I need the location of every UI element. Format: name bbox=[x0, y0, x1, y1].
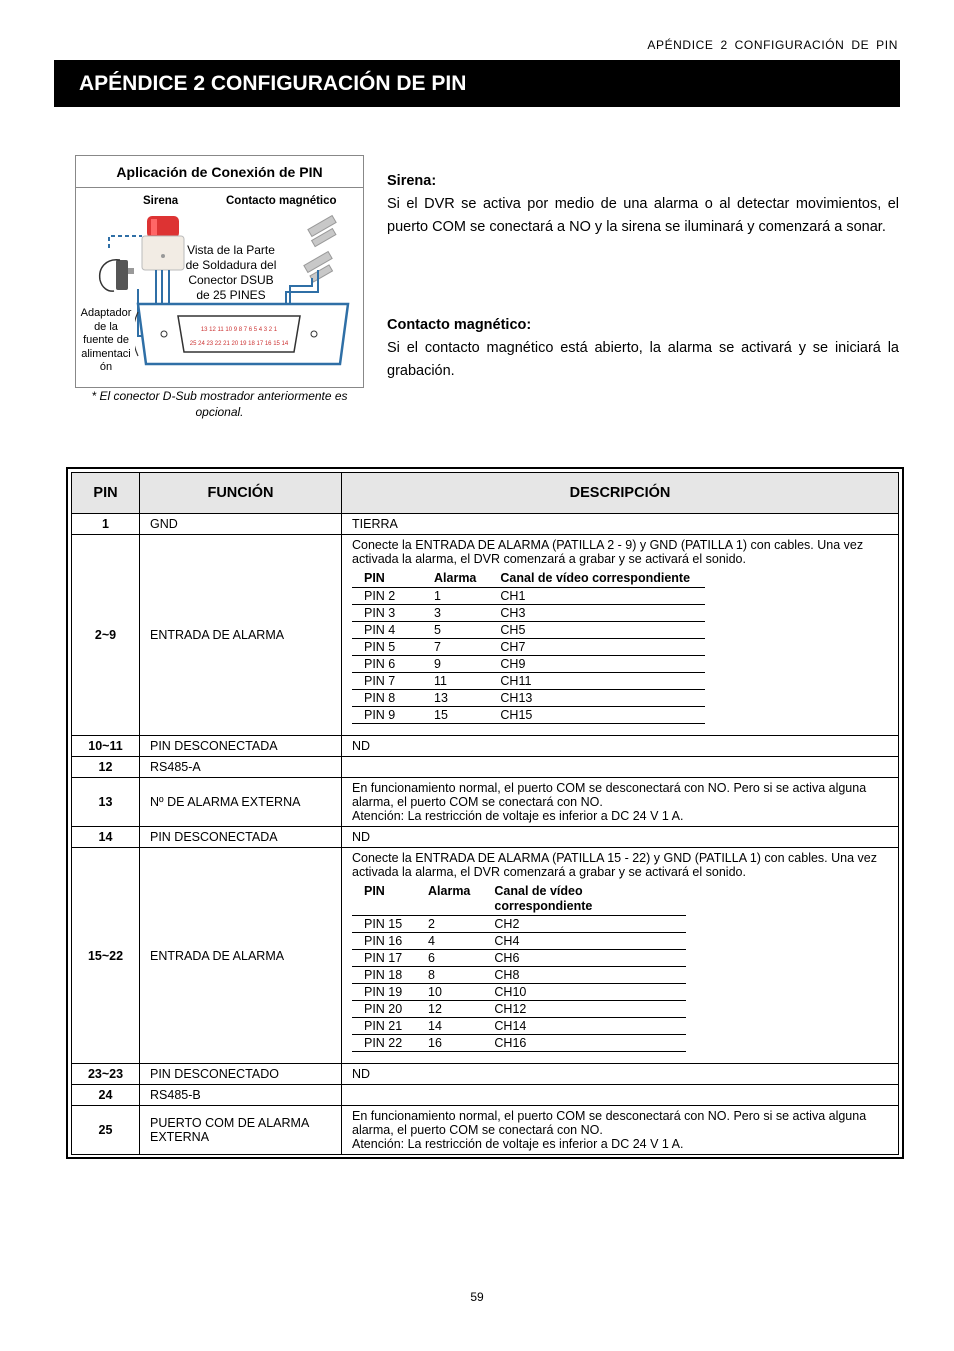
sub-cell: 1 bbox=[422, 588, 488, 605]
sub-header-channel: Canal de vídeo correspondiente bbox=[482, 882, 686, 916]
description-cell: ND bbox=[342, 827, 899, 848]
sub-cell: 9 bbox=[422, 656, 488, 673]
sub-cell: CH15 bbox=[488, 707, 705, 724]
sub-header-pin: PIN bbox=[352, 569, 422, 588]
function-cell: PIN DESCONECTADA bbox=[140, 736, 342, 757]
sub-cell: PIN 16 bbox=[352, 933, 416, 950]
table-row bbox=[72, 1064, 899, 1085]
pin-cell: 14 bbox=[72, 827, 140, 848]
sub-cell: CH16 bbox=[482, 1035, 686, 1052]
sub-cell: CH14 bbox=[482, 1018, 686, 1035]
sub-header-alarm: Alarma bbox=[422, 569, 488, 588]
table-row bbox=[72, 1085, 899, 1106]
siren-heading: Sirena: bbox=[387, 173, 437, 189]
pin-cell: 25 bbox=[72, 1106, 140, 1155]
function-cell: ENTRADA DE ALARMA bbox=[140, 848, 342, 1064]
alarm-mapping-table bbox=[352, 569, 705, 724]
sub-cell: CH9 bbox=[488, 656, 705, 673]
sub-cell: CH8 bbox=[482, 967, 686, 984]
function-cell: Nº DE ALARMA EXTERNA bbox=[140, 778, 342, 827]
description-intro: Conecte la ENTRADA DE ALARMA (PATILLA 2 - 9) y GND (PATILLA 1) con cables. Una vez activada la alarma, el DVR comenzará a grabar y se activará el sonido. bbox=[352, 538, 864, 566]
sub-cell: CH5 bbox=[488, 622, 705, 639]
description-cell bbox=[342, 848, 899, 1064]
function-cell: PIN DESCONECTADA bbox=[140, 827, 342, 848]
sub-cell: PIN 17 bbox=[352, 950, 416, 967]
figure-illustration bbox=[76, 188, 363, 387]
description-cell: TIERRA bbox=[342, 514, 899, 535]
sub-cell: PIN 22 bbox=[352, 1035, 416, 1052]
pin-cell: 24 bbox=[72, 1085, 140, 1106]
sub-cell: PIN 8 bbox=[352, 690, 422, 707]
sub-cell: 11 bbox=[422, 673, 488, 690]
page-title: APÉNDICE 2 CONFIGURACIÓN DE PIN bbox=[79, 71, 467, 95]
sub-cell: PIN 3 bbox=[352, 605, 422, 622]
sub-cell: CH3 bbox=[488, 605, 705, 622]
sub-header-row bbox=[352, 882, 686, 916]
description-line: En funcionamiento normal, el puerto COM se desconectará con NO. Pero si se activa alguna alarma, el puerto COM se conectará con NO. bbox=[352, 1109, 867, 1137]
sub-cell: CH11 bbox=[488, 673, 705, 690]
adapter-label: Adaptador de la fuente de alimentaci ón bbox=[77, 307, 135, 375]
sub-cell: 4 bbox=[416, 933, 482, 950]
siren-label: Sirena bbox=[143, 195, 179, 207]
description-cell: ND bbox=[342, 736, 899, 757]
sub-row bbox=[352, 690, 705, 707]
sub-cell: CH13 bbox=[488, 690, 705, 707]
table-row bbox=[72, 535, 899, 736]
sub-row bbox=[352, 673, 705, 690]
sub-row bbox=[352, 1001, 686, 1018]
table-row bbox=[72, 827, 899, 848]
figure-title: Aplicación de Conexión de PIN bbox=[76, 156, 363, 188]
sub-cell: 7 bbox=[422, 639, 488, 656]
table-row bbox=[72, 736, 899, 757]
magnetic-contact-label: Contacto magnético bbox=[226, 195, 337, 207]
pin-cell: 13 bbox=[72, 778, 140, 827]
table-row bbox=[72, 778, 899, 827]
pin-cell: 1 bbox=[72, 514, 140, 535]
header-description: DESCRIPCIÓN bbox=[342, 473, 899, 514]
sub-row bbox=[352, 588, 705, 605]
description-cell: ND bbox=[342, 1064, 899, 1085]
connector-top-row: 13 12 11 10 9 8 7 6 5 4 3 2 1 bbox=[200, 327, 278, 333]
sub-row bbox=[352, 605, 705, 622]
description-line: En funcionamiento normal, el puerto COM se desconectará con NO. Pero si se activa alguna alarma, el puerto COM se conectará con NO. bbox=[352, 781, 867, 809]
figure-caption: * El conector D-Sub mostrador anteriormente es opcional. bbox=[91, 389, 348, 419]
sub-cell: PIN 2 bbox=[352, 588, 422, 605]
table-row bbox=[72, 514, 899, 535]
sub-row bbox=[352, 967, 686, 984]
description-intro: Conecte la ENTRADA DE ALARMA (PATILLA 15 - 22) y GND (PATILLA 1) con cables. Una vez activada la alarma, el DVR comenzará a grabar y se activará el sonido. bbox=[352, 851, 877, 879]
alarm-mapping-table bbox=[352, 882, 686, 1052]
siren-text: Si el DVR se activa por medio de una alarma o al detectar movimientos, el puerto COM se conectará a NO y la sirena se iluminará y comenzará a sonar. bbox=[387, 196, 899, 235]
dsub-connector-icon bbox=[133, 304, 348, 364]
function-cell: ENTRADA DE ALARMA bbox=[140, 535, 342, 736]
sub-row bbox=[352, 707, 705, 724]
sub-cell: 3 bbox=[422, 605, 488, 622]
sub-cell: PIN 21 bbox=[352, 1018, 416, 1035]
sub-row bbox=[352, 639, 705, 656]
pin-cell: 12 bbox=[72, 757, 140, 778]
page-number: 59 bbox=[470, 1290, 484, 1304]
sub-cell: PIN 15 bbox=[352, 916, 416, 933]
pin-cell: 23~23 bbox=[72, 1064, 140, 1085]
magnetic-heading: Contacto magnético: bbox=[387, 317, 532, 333]
function-cell: GND bbox=[140, 514, 342, 535]
sub-cell: 8 bbox=[416, 967, 482, 984]
sub-cell: PIN 6 bbox=[352, 656, 422, 673]
table-header-row bbox=[72, 473, 899, 514]
pin-table-frame bbox=[66, 467, 904, 1159]
sub-cell: CH1 bbox=[488, 588, 705, 605]
sub-row bbox=[352, 1035, 686, 1052]
sub-cell: 5 bbox=[422, 622, 488, 639]
magnetic-section bbox=[387, 314, 899, 383]
sub-row bbox=[352, 1018, 686, 1035]
sub-cell: 13 bbox=[422, 690, 488, 707]
sub-header-pin: PIN bbox=[352, 882, 416, 916]
function-cell: PUERTO COM DE ALARMA EXTERNA bbox=[140, 1106, 342, 1155]
sub-cell: PIN 19 bbox=[352, 984, 416, 1001]
description-line: Atención: La restricción de voltaje es inferior a DC 24 V 1 A. bbox=[352, 1137, 684, 1151]
pin-connection-figure bbox=[75, 155, 364, 388]
sub-cell: CH10 bbox=[482, 984, 686, 1001]
sub-row bbox=[352, 656, 705, 673]
sub-header-channel: Canal de vídeo correspondiente bbox=[488, 569, 705, 588]
sub-cell: CH7 bbox=[488, 639, 705, 656]
sub-cell: PIN 7 bbox=[352, 673, 422, 690]
sub-row bbox=[352, 622, 705, 639]
sub-cell: CH4 bbox=[482, 933, 686, 950]
sub-cell: PIN 5 bbox=[352, 639, 422, 656]
sub-header-alarm: Alarma bbox=[416, 882, 482, 916]
pin-configuration-table bbox=[71, 472, 899, 1155]
sub-cell: 14 bbox=[416, 1018, 482, 1035]
header-function: FUNCIÓN bbox=[140, 473, 342, 514]
description-cell bbox=[342, 1106, 899, 1155]
power-adapter-icon bbox=[100, 260, 134, 291]
function-cell: RS485-B bbox=[140, 1085, 342, 1106]
header-pin: PIN bbox=[72, 473, 140, 514]
function-cell: PIN DESCONECTADO bbox=[140, 1064, 342, 1085]
pin-cell: 2~9 bbox=[72, 535, 140, 736]
sub-cell: PIN 18 bbox=[352, 967, 416, 984]
sub-cell: 16 bbox=[416, 1035, 482, 1052]
description-cell bbox=[342, 757, 899, 778]
table-row bbox=[72, 757, 899, 778]
sub-row bbox=[352, 916, 686, 933]
sub-header-row bbox=[352, 569, 705, 588]
sub-cell: 10 bbox=[416, 984, 482, 1001]
connector-bottom-row: 25 24 23 22 21 20 19 18 17 16 15 14 bbox=[189, 341, 289, 347]
sub-row bbox=[352, 984, 686, 1001]
sub-row bbox=[352, 950, 686, 967]
sub-cell: PIN 4 bbox=[352, 622, 422, 639]
sub-cell: 15 bbox=[422, 707, 488, 724]
table-row bbox=[72, 1106, 899, 1155]
function-cell: RS485-A bbox=[140, 757, 342, 778]
pin-cell: 15~22 bbox=[72, 848, 140, 1064]
description-cell bbox=[342, 778, 899, 827]
sub-cell: 6 bbox=[416, 950, 482, 967]
description-cell bbox=[342, 535, 899, 736]
sub-row bbox=[352, 933, 686, 950]
sub-cell: PIN 20 bbox=[352, 1001, 416, 1018]
page-title-bar bbox=[54, 60, 900, 107]
magnetic-contact-icon bbox=[304, 216, 336, 282]
dsub-view-label: Vista de la Parte de Soldadura del Conector DSUB de 25 PINES bbox=[185, 243, 277, 302]
sub-cell: PIN 9 bbox=[352, 707, 422, 724]
siren-section bbox=[387, 170, 899, 239]
sub-cell: CH2 bbox=[482, 916, 686, 933]
sub-cell: CH12 bbox=[482, 1001, 686, 1018]
sub-cell: 12 bbox=[416, 1001, 482, 1018]
sub-cell: 2 bbox=[416, 916, 482, 933]
running-header: APÉNDICE 2 CONFIGURACIÓN DE PIN bbox=[647, 38, 898, 52]
pin-cell: 10~11 bbox=[72, 736, 140, 757]
description-line: Atención: La restricción de voltaje es inferior a DC 24 V 1 A. bbox=[352, 809, 684, 823]
table-row bbox=[72, 848, 899, 1064]
sub-cell: CH6 bbox=[482, 950, 686, 967]
magnetic-text: Si el contacto magnético está abierto, la alarma se activará y se iniciará la grabación. bbox=[387, 340, 899, 379]
description-cell bbox=[342, 1085, 899, 1106]
